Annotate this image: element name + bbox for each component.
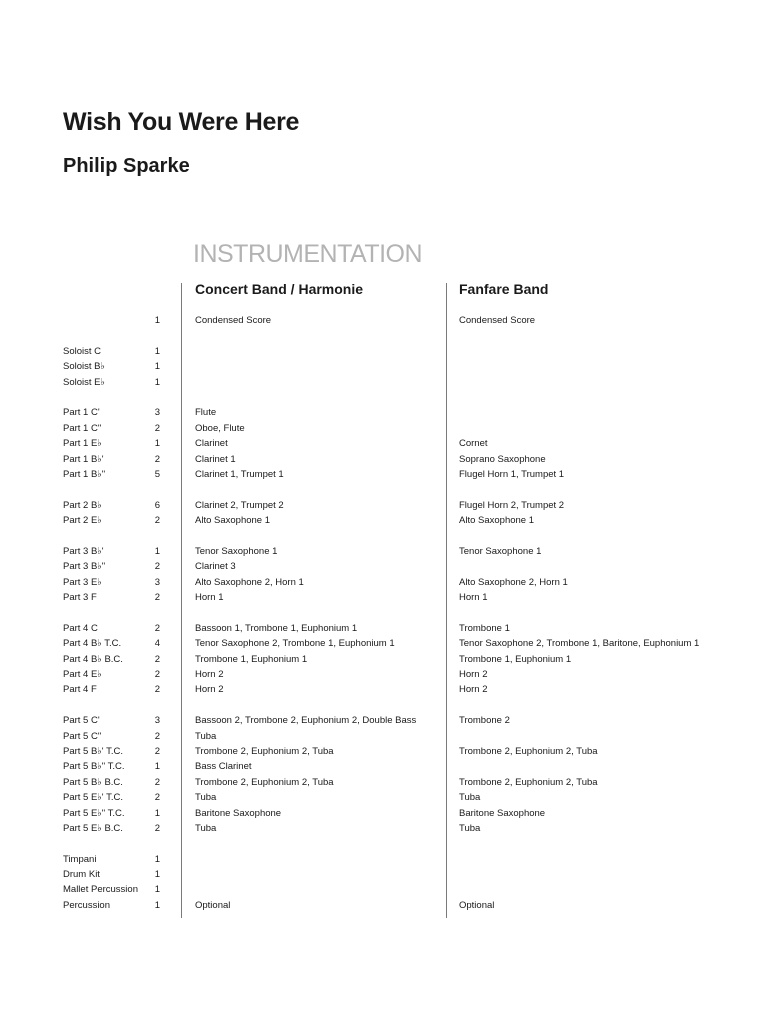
table-row — [0, 559, 768, 574]
part-quantity: 2 — [154, 792, 160, 804]
concert-band-instrument: Tuba — [195, 822, 217, 834]
part-quantity: 1 — [154, 853, 160, 865]
table-row — [0, 667, 768, 682]
fanfare-band-instrument: Trombone 2, Euphonium 2, Tuba — [459, 745, 598, 757]
part-name: Part 5 B♭" T.C. — [63, 761, 125, 773]
concert-band-instrument: Alto Saxophone 1 — [195, 515, 271, 527]
fanfare-band-instrument: Optional — [459, 899, 495, 911]
table-row — [0, 775, 768, 790]
fanfare-band-instrument: Flugel Horn 2, Trumpet 2 — [459, 499, 565, 511]
part-name: Part 5 E♭ B.C. — [63, 822, 123, 834]
part-name: Soloist E♭ — [63, 376, 105, 388]
table-row — [0, 852, 768, 867]
concert-band-instrument: Tuba — [195, 792, 217, 804]
fanfare-band-instrument: Trombone 1, Euphonium 1 — [459, 653, 572, 665]
fanfare-band-column-header: Fanfare Band — [459, 281, 549, 297]
part-name: Part 5 C" — [63, 730, 102, 742]
table-row — [0, 513, 768, 528]
part-name: Part 1 C" — [63, 422, 102, 434]
table-row — [0, 821, 768, 836]
concert-band-instrument: Clarinet — [195, 438, 228, 450]
part-name: Timpani — [63, 853, 97, 865]
fanfare-band-instrument: Tuba — [459, 792, 481, 804]
fanfare-band-instrument: Horn 2 — [459, 668, 488, 680]
part-name: Part 5 B♭' T.C. — [63, 745, 123, 757]
part-name: Part 5 B♭ B.C. — [63, 776, 123, 788]
table-row — [0, 898, 768, 913]
fanfare-band-instrument: Alto Saxophone 2, Horn 1 — [459, 576, 568, 588]
part-name: Part 4 B♭ T.C. — [63, 638, 122, 650]
part-name: Part 4 C — [63, 622, 98, 634]
part-quantity: 3 — [154, 715, 160, 727]
part-quantity: 1 — [154, 761, 160, 773]
part-quantity: 2 — [154, 684, 160, 696]
table-row — [0, 421, 768, 436]
part-name: Part 1 B♭" — [63, 468, 106, 480]
part-quantity: 2 — [154, 622, 160, 634]
part-quantity: 2 — [154, 561, 160, 573]
piece-title: Wish You Were Here — [63, 108, 300, 136]
concert-band-instrument: Oboe, Flute — [195, 422, 245, 434]
part-quantity: 3 — [154, 407, 160, 419]
concert-band-instrument: Clarinet 1 — [195, 453, 236, 465]
part-quantity: 2 — [154, 592, 160, 604]
fanfare-band-instrument: Cornet — [459, 438, 488, 450]
table-row — [0, 759, 768, 774]
table-row — [0, 882, 768, 897]
fanfare-band-instrument: Alto Saxophone 1 — [459, 515, 535, 527]
table-row — [0, 575, 768, 590]
part-name: Part 3 E♭ — [63, 576, 102, 588]
part-name: Part 3 B♭' — [63, 545, 104, 557]
concert-band-instrument: Flute — [195, 407, 217, 419]
part-name: Part 2 E♭ — [63, 515, 102, 527]
part-quantity: 1 — [154, 899, 160, 911]
part-quantity: 2 — [154, 822, 160, 834]
part-quantity: 5 — [154, 468, 160, 480]
table-row — [0, 744, 768, 759]
table-row — [0, 344, 768, 359]
fanfare-band-instrument: Trombone 2, Euphonium 2, Tuba — [459, 776, 598, 788]
part-quantity: 2 — [154, 776, 160, 788]
concert-band-instrument: Tuba — [195, 730, 217, 742]
part-name: Part 4 F — [63, 684, 97, 696]
fanfare-band-instrument: Flugel Horn 1, Trumpet 1 — [459, 468, 565, 480]
part-quantity: 1 — [154, 315, 160, 326]
table-row — [0, 790, 768, 805]
table-row — [0, 713, 768, 728]
instrumentation-table — [0, 313, 768, 913]
part-quantity: 2 — [154, 745, 160, 757]
part-name: Part 4 B♭ B.C. — [63, 653, 123, 665]
part-quantity: 1 — [154, 884, 160, 896]
fanfare-band-instrument: Soprano Saxophone — [459, 453, 546, 465]
part-name: Part 5 E♭" T.C. — [63, 807, 125, 819]
part-quantity: 2 — [154, 453, 160, 465]
fanfare-band-instrument: Baritone Saxophone — [459, 807, 546, 819]
fanfare-band-instrument: Horn 1 — [459, 592, 488, 604]
fanfare-band-instrument: Tuba — [459, 822, 481, 834]
concert-band-instrument: Baritone Saxophone — [195, 807, 282, 819]
table-row — [0, 452, 768, 467]
fanfare-band-instrument: Condensed Score — [459, 315, 536, 326]
part-name: Part 3 F — [63, 592, 97, 604]
concert-band-instrument: Trombone 2, Euphonium 2, Tuba — [195, 776, 334, 788]
concert-band-column-header: Concert Band / Harmonie — [195, 281, 364, 297]
concert-band-instrument: Tenor Saxophone 2, Trombone 1, Euphonium 1 — [195, 638, 395, 650]
part-quantity: 6 — [154, 499, 160, 511]
concert-band-instrument: Bassoon 1, Trombone 1, Euphonium 1 — [195, 622, 358, 634]
part-name: Part 5 E♭' T.C. — [63, 792, 123, 804]
table-row — [0, 867, 768, 882]
table-row — [0, 313, 768, 328]
part-quantity: 2 — [154, 515, 160, 527]
part-quantity: 1 — [154, 376, 160, 388]
part-quantity: 1 — [154, 807, 160, 819]
table-row — [0, 729, 768, 744]
table-row — [0, 544, 768, 559]
concert-band-instrument: Tenor Saxophone 1 — [195, 545, 278, 557]
part-name: Part 3 B♭" — [63, 561, 106, 573]
fanfare-band-instrument: Horn 2 — [459, 684, 488, 696]
concert-band-instrument: Alto Saxophone 2, Horn 1 — [195, 576, 304, 588]
concert-band-instrument: Clarinet 1, Trumpet 1 — [195, 468, 284, 480]
table-row — [0, 405, 768, 420]
part-quantity: 1 — [154, 361, 160, 373]
concert-band-instrument: Bass Clarinet — [195, 761, 252, 773]
table-row — [0, 806, 768, 821]
part-name: Soloist B♭ — [63, 361, 105, 373]
part-quantity: 1 — [154, 438, 160, 450]
instrumentation-heading: INSTRUMENTATION — [193, 240, 423, 268]
concert-band-instrument: Horn 1 — [195, 592, 224, 604]
part-name: Part 1 B♭' — [63, 453, 104, 465]
composer-name: Philip Sparke — [63, 155, 190, 177]
concert-band-instrument: Condensed Score — [195, 315, 272, 326]
part-quantity: 2 — [154, 422, 160, 434]
part-quantity: 1 — [154, 345, 160, 357]
part-quantity: 2 — [154, 668, 160, 680]
table-row — [0, 590, 768, 605]
part-quantity: 1 — [154, 545, 160, 557]
table-row — [0, 682, 768, 697]
table-row — [0, 621, 768, 636]
part-name: Part 4 E♭ — [63, 668, 102, 680]
part-name: Soloist C — [63, 345, 102, 357]
fanfare-band-instrument: Tenor Saxophone 1 — [459, 545, 542, 557]
concert-band-instrument: Clarinet 2, Trumpet 2 — [195, 499, 284, 511]
part-quantity: 2 — [154, 653, 160, 665]
part-name: Part 1 C' — [63, 407, 100, 419]
part-quantity: 1 — [154, 869, 160, 881]
table-row — [0, 436, 768, 451]
table-row — [0, 652, 768, 667]
table-row — [0, 498, 768, 513]
concert-band-instrument: Optional — [195, 899, 231, 911]
part-quantity: 4 — [154, 638, 160, 650]
concert-band-instrument: Bassoon 2, Trombone 2, Euphonium 2, Double Bass — [195, 715, 417, 727]
table-row — [0, 359, 768, 374]
fanfare-band-instrument: Tenor Saxophone 2, Trombone 1, Baritone, Euphonium 1 — [459, 638, 700, 650]
concert-band-instrument: Trombone 1, Euphonium 1 — [195, 653, 308, 665]
table-row — [0, 375, 768, 390]
part-name: Percussion — [63, 899, 110, 911]
concert-band-instrument: Clarinet 3 — [195, 561, 236, 573]
fanfare-band-instrument: Trombone 1 — [459, 622, 510, 634]
part-quantity: 2 — [154, 730, 160, 742]
part-name: Drum Kit — [63, 869, 100, 881]
table-row — [0, 636, 768, 651]
table-row — [0, 467, 768, 482]
part-quantity: 3 — [154, 576, 160, 588]
part-name: Part 2 B♭ — [63, 499, 102, 511]
concert-band-instrument: Horn 2 — [195, 668, 224, 680]
fanfare-band-instrument: Trombone 2 — [459, 715, 510, 727]
part-name: Part 1 E♭ — [63, 438, 102, 450]
concert-band-instrument: Trombone 2, Euphonium 2, Tuba — [195, 745, 334, 757]
part-name: Part 5 C' — [63, 715, 100, 727]
part-name: Mallet Percussion — [63, 884, 138, 896]
concert-band-instrument: Horn 2 — [195, 684, 224, 696]
